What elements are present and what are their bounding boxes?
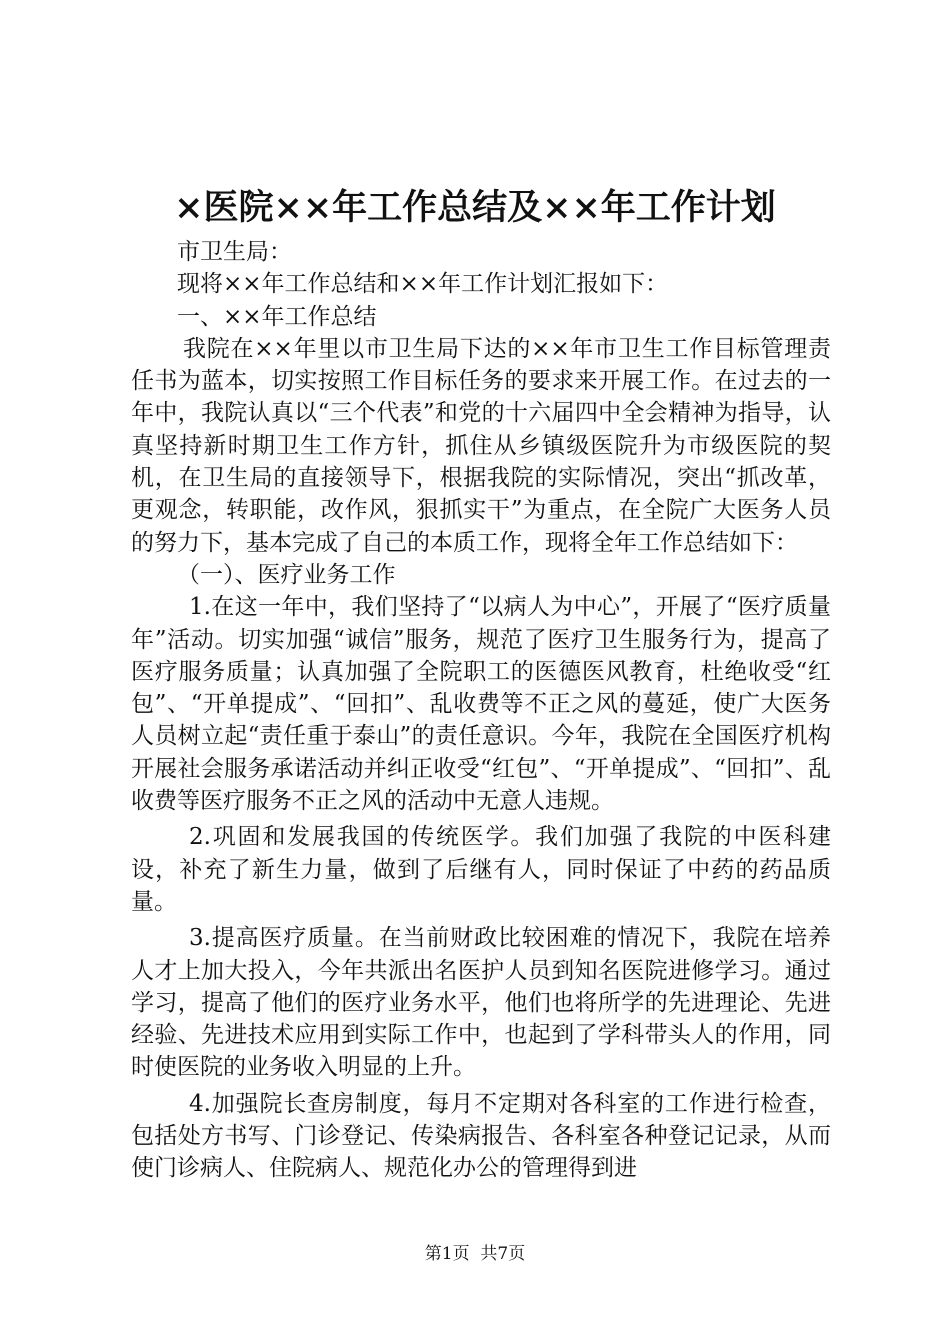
subsection-heading: （一）、医疗业务工作 [177, 561, 396, 588]
list-item: 1.在这一年中，我们坚持了“以病人为中心”，开展了“医疗质量年”活动。切实加强“诚信”服务，规范了医疗卫生服务行为，提高了医疗服务质量；认真加强了全院职工的医德医风教育，杜绝收受“红包”、“开单提成”、“回扣”、乱收费等不正之风的蔓延，使广大医务人员树立起“责任重于泰山”的责任意识。今年，我院在全国医疗机构开展社会服务承诺活动并纠正收受“红包”、“开单提成”、“回扣”、乱收费等医疗服务不正之风的活动中无意人违规。 [131, 594, 831, 815]
salutation: 市卫生局： [177, 239, 292, 265]
body-paragraph: 我院在××年里以市卫生局下达的××年市卫生工作目标管理责任书为蓝本，切实按照工作目标任务的要求来开展工作。在过去的一年中，我院认真以“三个代表”和党的十六届四中全会精神为指导，认真坚持新时期卫生工作方针，抓住从乡镇级医院升为市级医院的契机，在卫生局的直接领导下，根据我院的实际情况，突出“抓改革，更观念，转职能，改作风，狠抓实干”为重点，在全院广大医务人员的努力下，基本完成了自己的本质工作，现将全年工作总结如下： [131, 335, 831, 556]
document-title: ×医院××年工作总结及××年工作计划 [174, 187, 776, 228]
list-item: 2.巩固和发展我国的传统医学。我们加强了我院的中医科建设，补充了新生力量，做到了后继有人，同时保证了中药的药品质量。 [131, 824, 831, 915]
list-item: 4.加强院长查房制度，每月不定期对各科室的工作进行检查，包括处方书写、门诊登记、传染病报告、各科室各种登记记录，从而使门诊病人、住院病人、规范化办公的管理得到进 [131, 1090, 831, 1182]
intro-paragraph: 现将××年工作总结和××年工作计划汇报如下： [177, 271, 669, 298]
section-heading: 一、××年工作总结 [177, 303, 377, 330]
list-item: 3.提高医疗质量。在当前财政比较困难的情况下，我院在培养人才上加大投入，今年共派出名医护人员到知名医院进修学习。通过学习，提高了他们的医疗业务水平，他们也将所学的先进理论、先进经验、先进技术应用到实际工作中，也起到了学科带头人的作用，同时使医院的业务收入明显的上升。 [131, 925, 831, 1081]
document-body [131, 236, 831, 1185]
page-number-footer: 第1页 共7页 [424, 1244, 526, 1264]
